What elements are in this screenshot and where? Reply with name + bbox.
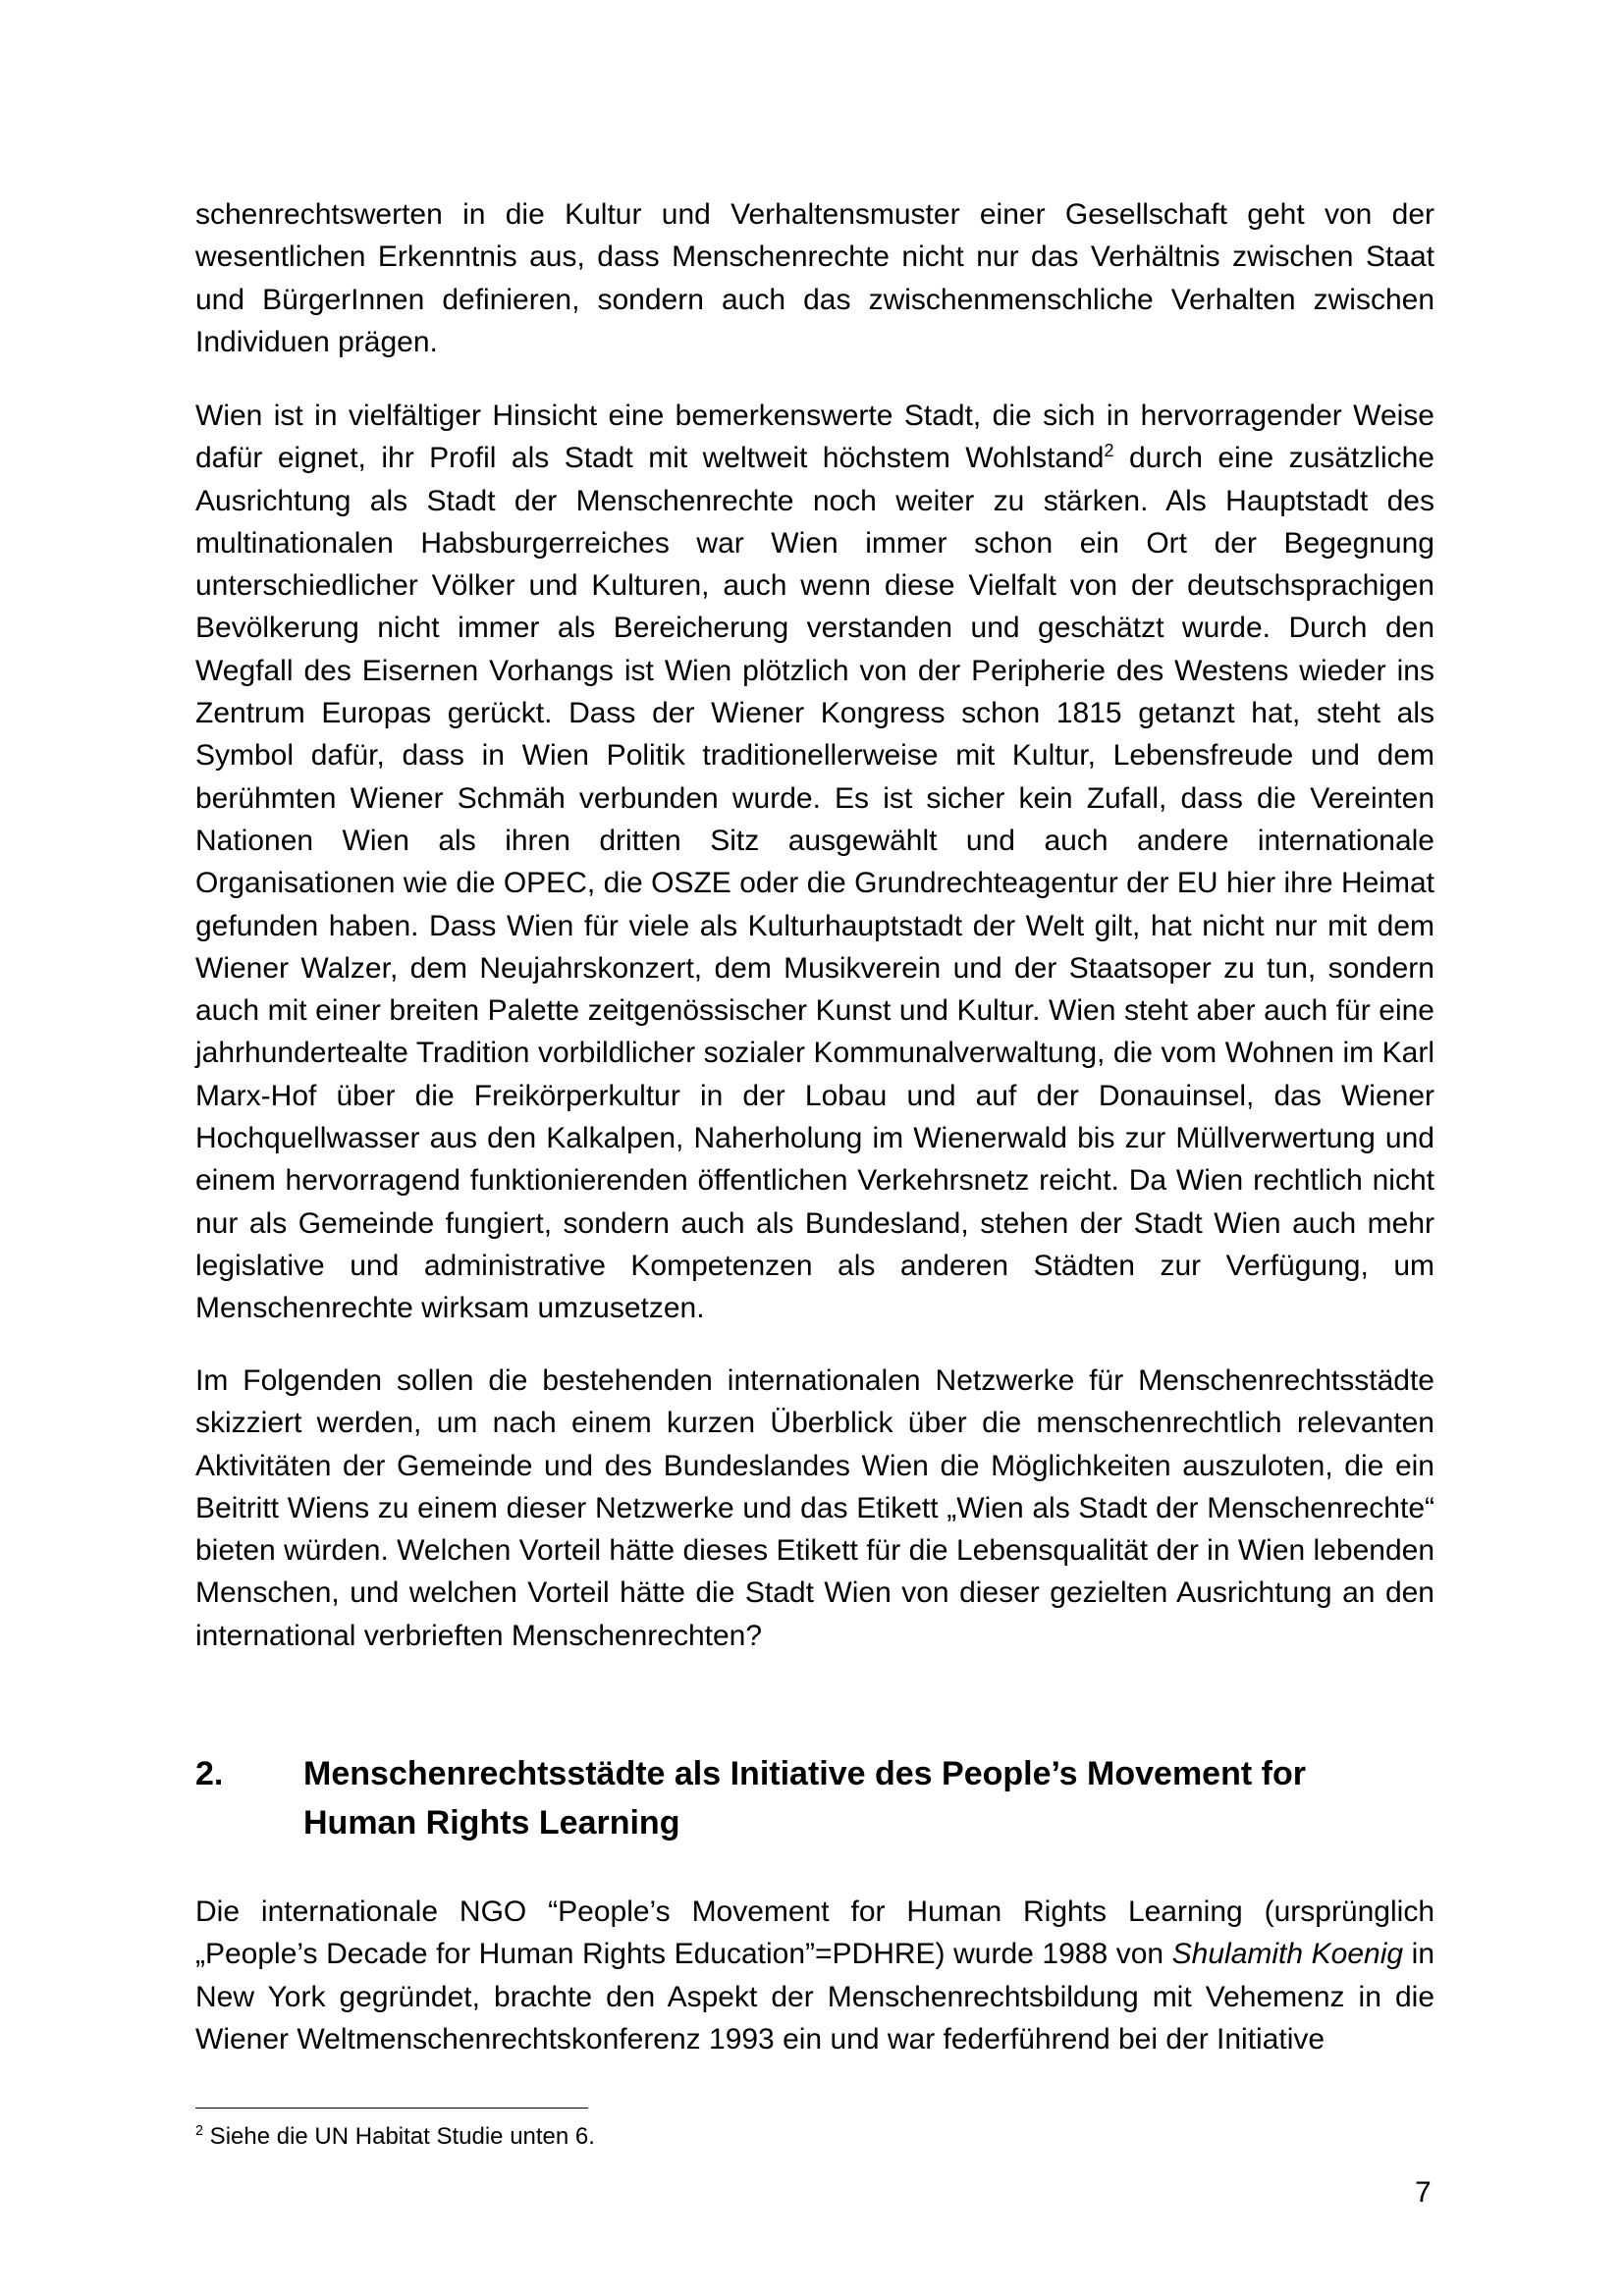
paragraph-4-text <box>195 1891 1434 2060</box>
footnote-reference: 2 <box>1104 441 1114 461</box>
section-heading <box>195 1749 1434 1847</box>
footnote-marker: 2 <box>195 2123 204 2139</box>
paragraph-3 <box>195 1360 1434 1657</box>
paragraph-4 <box>195 1891 1434 2060</box>
paragraph-2-text <box>195 395 1434 1330</box>
footnote-divider <box>195 2108 588 2109</box>
section-number: 2. <box>195 1755 224 1792</box>
footnote <box>195 2122 595 2152</box>
author-name: Shulamith Koenig <box>1171 1938 1404 1971</box>
paragraph-2 <box>195 395 1434 1330</box>
paragraph-1-text: schenrechtswerten in die Kultur und Verhaltensmuster einer Gesellschaft geht von der wesentlichen Erkenntnis aus, dass Menschenrechte nicht nur das Verhältnis zwischen Staat und BürgerInnen definieren, sondern auch das zwischenmenschliche Verhalten zwischen Individuen prägen. <box>195 198 1434 358</box>
paragraph-4-start: Die internationale NGO “People’s Movement for Human Rights Learning (ursprünglich „People’s Decade for Human Rights Education”=PDHRE) wurde 1988 von <box>195 1896 1434 1971</box>
page-number: 7 <box>1415 2176 1432 2209</box>
paragraph-2-end: durch eine zusätzliche Ausrichtung als Stadt der Menschenrechte noch weiter zu stärken. Als Hauptstadt des multinationalen Habsburgerreiches war Wien immer schon ein Ort der Begegnung unterschiedlicher Völker und Kulturen, auch wenn diese Vielfalt von der deutschsprachigen Bevölkerung nicht immer als Bereicherung verstanden und geschätzt wurde. Durch den Wegfall des Eisernen Vorhangs ist Wien plötzlich von der Peripherie des Westens wieder ins Zentrum Europas gerückt. Dass der Wiener Kongress schon 1815 getanzt hat, steht als Symbol dafür, dass in Wien Politik traditionellerweise mit Kultur, Lebensfreude und dem berühmten Wiener Schmäh verbunden wurde. Es ist sicher kein Zufall, dass die Vereinten Nationen Wien als ihren dritten Sitz ausgewählt und auch andere internationale Organisationen wie die OPEC, die OSZE oder die Grundrechteagentur der EU hier ihre Heimat gefunden haben. Dass Wien für viele als Kulturhauptstadt der Welt gilt, hat nicht nur mit dem Wiener Walzer, dem Neujahrskonzert, dem Musikverein und der Staatsoper zu tun, sondern auch mit einer breiten Palette zeitgenössischer Kunst und Kultur. Wien steht aber auch für eine jahrhundertealte Tradition vorbildlicher sozialer Kommunalverwaltung, die vom Wohnen im Karl Marx-Hof über die Freikörperkultur in der Lobau und auf der Donauinsel, das Wiener Hochquellwasser aus den Kalkalpen, Naherholung im Wienerwald bis zur Müllverwertung und einem hervorragend funktionierenden öffentlichen Verkehrsnetz reicht. Da Wien rechtlich nicht nur als Gemeinde fungiert, sondern auch als Bundesland, stehen der Stadt Wien auch mehr legislative und administrative Kompetenzen als anderen Städten zur Verfügung, um Menschenrechte wirksam umzusetzen. <box>195 442 1434 1325</box>
paragraph-2-start: Wien ist in vielfältiger Hinsicht eine bemerkenswerte Stadt, die sich in hervorragender Weise dafür eignet, ihr Profil als Stadt mit weltweit höchstem Wohlstand <box>195 400 1434 475</box>
paragraph-1 <box>195 193 1434 363</box>
footnote-text: Siehe die UN Habitat Studie unten 6. <box>203 2123 595 2150</box>
paragraph-3-text: Im Folgenden sollen die bestehenden internationalen Netzwerke für Menschenrechtsstädte skizziert werden, um nach einem kurzen Überblick über die menschenrechtlich relevanten Aktivitäten der Gemeinde und des Bundeslandes Wien die Möglichkeiten auszuloten, die ein Beitritt Wiens zu einem dieser Netzwerke und das Etikett „Wien als Stadt der Menschenrechte“ bieten würden. Welchen Vorteil hätte dieses Etikett für die Lebensqualität der in Wien lebenden Menschen, und welchen Vorteil hätte die Stadt Wien von dieser gezielten Ausrichtung an den international verbrieften Menschenrechten? <box>195 1364 1434 1652</box>
section-title: Menschenrechtsstädte als Initiative des People’s Movement for Human Rights Learning <box>303 1755 1306 1842</box>
paragraph-4-end: in New York gegründet, brachte den Aspekt der Menschenrechtsbildung mit Vehemenz in die Wiener Weltmenschenrechtskonferenz 1993 ein und war federführend bei der Initiative <box>195 1938 1435 2056</box>
